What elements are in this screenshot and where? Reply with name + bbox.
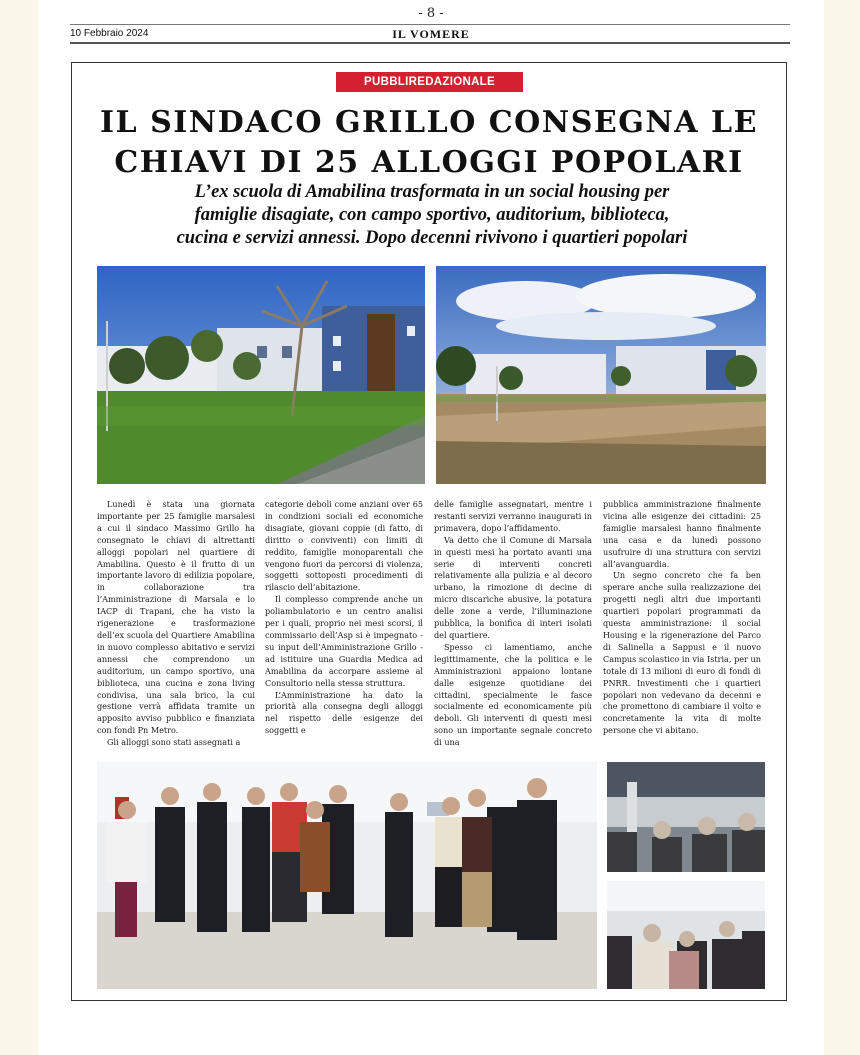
paragraph: Un segno concreto che fa ben sperare anche sulla realizzazione dei progetti negli altri due importanti quartieri popolari programmati da questa amministrazione: il social Housing e la rigenerazione del Parco di Salinella a Sappusi e il nuovo Campus scolastico in via Istria, per un totale di 13 milioni di euro di fondi di PNRR. Investimenti che i quartieri popolari non vedevano da decenni e che promettono di cambiare il volto e concretamente la vita di molte persone che vi abitano. xyxy=(603,570,761,736)
header-rule-bottom xyxy=(70,42,790,44)
article-column xyxy=(603,499,761,749)
issue-date: 10 Febbraio 2024 xyxy=(70,28,149,39)
article-column xyxy=(97,499,255,749)
subheadline-line: famiglie disagiate, con campo sportivo, auditorium, biblioteca, xyxy=(194,205,670,225)
article-column xyxy=(434,499,592,749)
page-number: - 8 - xyxy=(418,6,444,21)
article-box xyxy=(71,62,787,1001)
header-rule-top xyxy=(70,24,790,25)
paragraph: Spesso ci lamentiamo, anche legittimamente, che la politica e le Amministrazioni appaiono lontane dalle esigenze quotidiane dei cittadini, specialmente le fasce socialmente ed economicamente più deboli. Gli interventi di questi mesi sono un importante segnale concreto di una xyxy=(434,641,592,748)
paragraph: Il complesso comprende anche un poliambulatorio e un centro analisi per i quali, proprio nei mesi scorsi, il commissario dell’Asp si è impegnato - su input dell’Amministrazione Grillo - ad istituire una Guardia Medica ad Amabilina da accorpare assieme al Consultorio nella stessa struttura. xyxy=(265,594,423,688)
paragraph: pubblica amministrazione finalmente vicina alle esigenze dei cittadini: 25 famiglie marsalesi hanno finalmente una casa e da lunedì possono usufruire di una struttura con servizi all’avanguardia. xyxy=(603,499,761,569)
crowd-photo xyxy=(607,762,765,872)
paragraph: delle famiglie assegnatari, mentre i restanti servizi verranno inaugurati in primavera, dopo l’affidamento. xyxy=(434,499,592,533)
subheadline-line: cucina e servizi annessi. Dopo decenni rivivono i quartieri popolari xyxy=(176,228,688,248)
crowd-photo xyxy=(607,881,765,989)
courtyard-photo xyxy=(436,266,766,484)
article-column xyxy=(265,499,423,749)
newspaper-page xyxy=(38,0,824,1055)
headline-line: IL SINDACO GRILLO CONSEGNA LE xyxy=(100,105,758,140)
paragraph: Va detto che il Comune di Marsala in questi mesi ha portato avanti una serie di interventi concreti relativamente alla pulizia e al decoro urbano, la rimozione di decine di micro discariche abusive, la potatura delle zone a verde, l’illuminazione pubblica, la bonifica di interi isolati del quartiere. xyxy=(434,534,592,640)
section-tag: PUBBLIREDAZIONALE xyxy=(336,72,523,92)
headline-line: CHIAVI DI 25 ALLOGGI POPOLARI xyxy=(114,145,744,180)
subheadline xyxy=(112,181,752,250)
paragraph: categorie deboli come anziani over 65 in condizioni sociali ed economiche disagiate, giovani coppie (di fatto, di diritto o conviventi) con limiti di reddito, famiglie monoparentali che vengono fuori da percorsi di violenza, soggetti sottoposti procedimenti di rilascio dell’abitazione. xyxy=(265,499,423,593)
group-photo xyxy=(97,762,597,989)
paragraph: Gli alloggi sono stati assegnati a xyxy=(107,737,241,748)
paragraph: L’Amministrazione ha dato la priorità alla consegna degli alloggi nel rispetto delle esigenze dei soggetti e xyxy=(265,689,423,736)
headline xyxy=(92,103,766,183)
building-photo xyxy=(97,266,425,484)
newspaper-name: IL VOMERE xyxy=(392,27,470,41)
subheadline-line: L’ex scuola di Amabilina trasformata in un social housing per xyxy=(194,182,670,202)
paragraph: Lunedì è stata una giornata importante per 25 famiglie marsalesi a cui il sindaco Massimo Grillo ha consegnato le chiavi di altrettanti alloggi popolari nel quartiere di Amabilina. Questo è il frutto di un importante lavoro di edilizia popolare, in collaborazione tra l’Amministrazione di Marsala e lo IACP di Trapani, che ha visto la rigenerazione e trasformazione dell’ex scuola del Quartiere Amabilina in nuovo complesso abitativo e servizi annessi che comprendono un auditorium, un campo sportivo, una biblioteca, una cucina e zona living condivisa, una sala brico, la cui gestione verrà affidata tramite un apposito avviso pubblico e finanziata con fondi Pn Metro. xyxy=(97,499,255,736)
